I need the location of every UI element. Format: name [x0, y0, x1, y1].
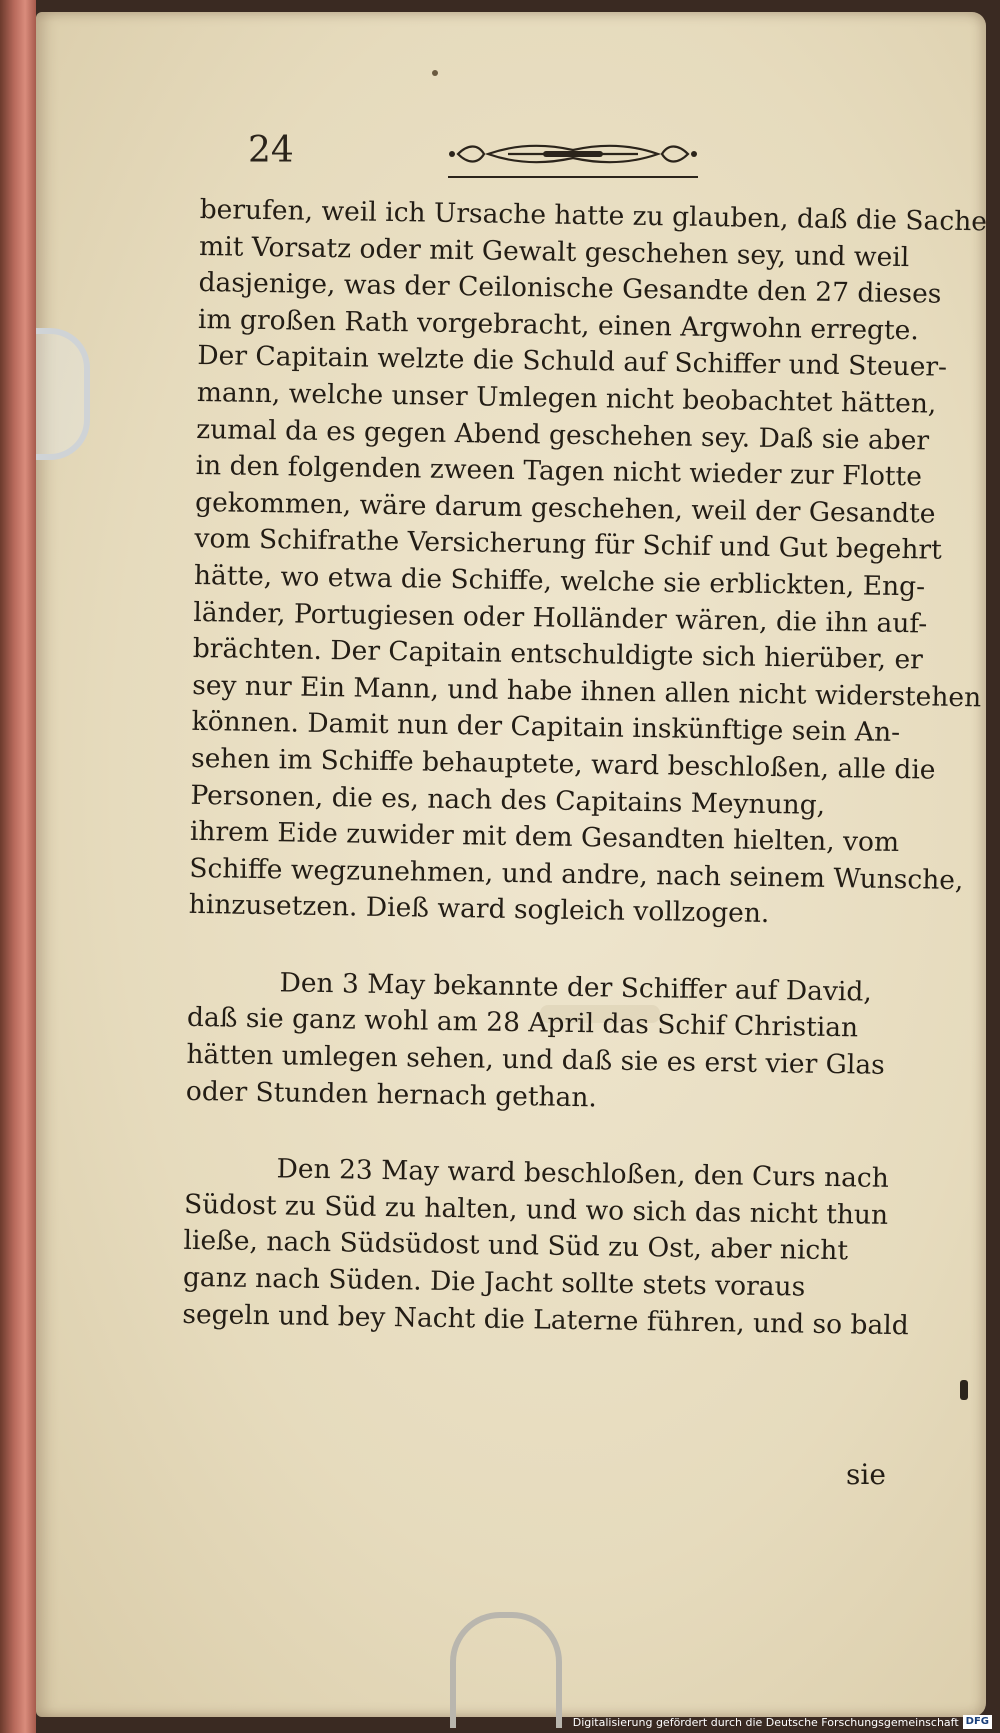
text-line: gekommen, wäre darum geschehen, weil der Gesandte [194, 486, 936, 530]
text-line: in den folgenden zween Tagen nicht wieder zur Flotte [195, 450, 923, 493]
ornament-icon [448, 136, 698, 172]
digitization-footer [573, 1713, 992, 1731]
text-line: ganz nach Süden. Die Jacht sollte stets voraus [182, 1261, 806, 1303]
text-line: Den 3 May bekannte der Schiffer auf David, [279, 967, 873, 1008]
text-line: länder, Portugiesen oder Holländer wären, die ihn auf- [193, 596, 928, 640]
paragraph-2 [186, 964, 926, 1122]
text-line: dasjenige, was der Ceilonische Gesandte den 27 dieses [198, 267, 942, 310]
text-line: mit Vorsatz oder mit Gewalt geschehen sey, und weil [198, 230, 910, 273]
text-line: hätten umlegen sehen, und daß sie es erst vier Glas [186, 1038, 885, 1081]
catchword: sie [846, 1458, 886, 1491]
text-line: hinzusetzen. Dieß ward sogleich vollzogen. [188, 889, 770, 930]
text-line: daß sie ganz wohl am 28 April das Schif Christian [186, 1002, 859, 1044]
text-line: im großen Rath vorgebracht, einen Argwohn erregte. [197, 303, 920, 347]
text-line: oder Stunden hernach gethan. [185, 1075, 598, 1113]
text-line: ihrem Eide zuwider mit dem Gesandten hielten, vom [189, 816, 900, 859]
text-line: berufen, weil ich Ursache hatte zu glauben, daß die Sache [199, 193, 988, 238]
text-line: Der Capitain welzte die Schuld auf Schiffer und Steuer- [197, 340, 948, 384]
text-line: Südost zu Süd zu halten, und wo sich das nicht thun [183, 1188, 889, 1231]
text-line: mann, welche unser Umlegen nicht beobachtet hätten, [196, 376, 937, 420]
page-mark [960, 1380, 968, 1400]
page-header [248, 130, 738, 180]
text-line: segeln und bey Nacht die Laterne führen, und so bald [182, 1298, 909, 1341]
body-text [182, 192, 988, 1345]
paragraph-3 [182, 1150, 923, 1345]
dfg-logo-icon: DFG [963, 1715, 992, 1729]
text-line: hätte, wo etwa die Schiffe, welche sie erblickten, Eng- [193, 559, 926, 603]
text-line: Schiffe wegzunehmen, und andre, nach seinem Wunsche, [189, 852, 964, 896]
text-line: ließe, nach Südsüdost und Süd zu Ost, aber nicht [183, 1225, 849, 1267]
text-line: zumal da es gegen Abend geschehen sey. Daß sie aber [196, 413, 930, 457]
book-edge [0, 0, 36, 1733]
text-line: vom Schifrathe Versicherung für Schif und Gut begehrt [194, 523, 942, 567]
ink-dot [432, 70, 438, 76]
text-line: Den 23 May ward beschloßen, den Curs nach [276, 1153, 890, 1195]
footer-credit: Digitalisierung gefördert durch die Deutsche Forschungsgemeinschaft [572, 1715, 959, 1729]
book-tab [450, 1612, 562, 1728]
header-rule [448, 176, 698, 178]
text-line: brächten. Der Capitain entschuldigte sich hierüber, er [192, 633, 924, 676]
text-line: sehen im Schiffe behauptete, ward beschloßen, alle die [190, 742, 936, 786]
text-line: können. Damit nun der Capitain inskünftige sein An- [191, 706, 901, 749]
text-line: sey nur Ein Mann, und habe ihnen allen nicht widerstehen [192, 669, 982, 714]
page-number: 24 [248, 130, 294, 171]
paper-clip [36, 328, 90, 460]
text-line: Personen, die es, nach des Capitains Meynung, [190, 779, 826, 821]
paragraph-1 [188, 192, 988, 935]
